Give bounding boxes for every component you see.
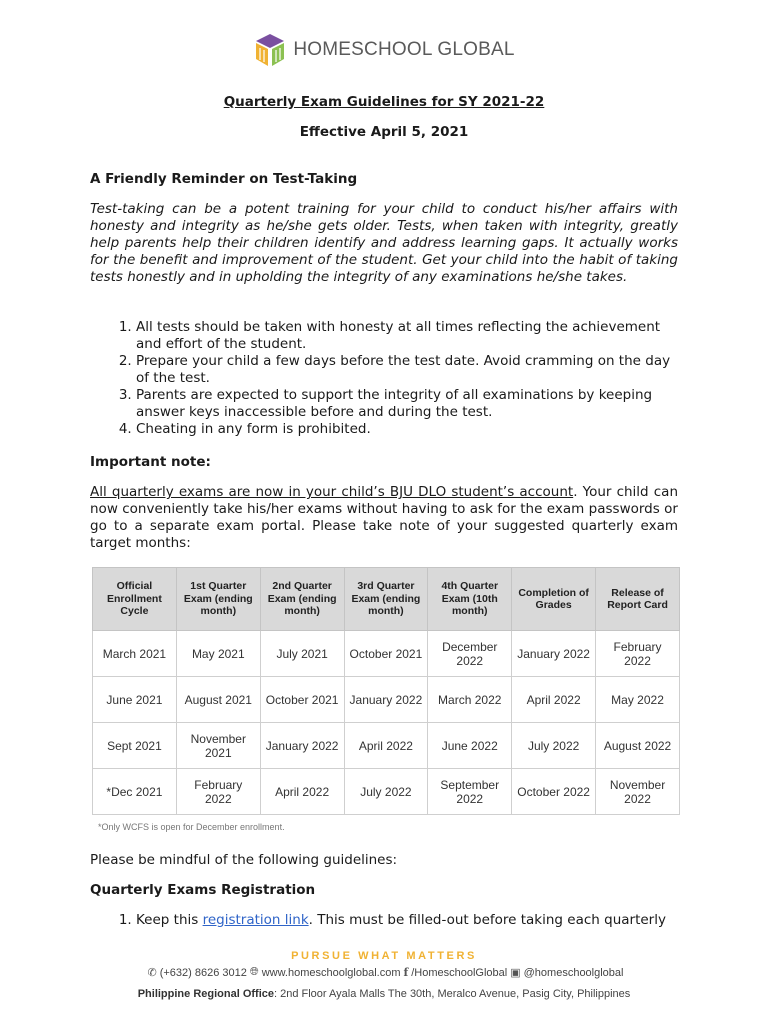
office-address: : 2nd Floor Ayala Malls The 30th, Meralco Avenue, Pasig City, Philippines (274, 988, 631, 1000)
table-cell: *Dec 2021 (93, 769, 177, 815)
footer-website[interactable]: www.homeschoolglobal.com (261, 966, 401, 979)
doc-effective-date: Effective April 5, 2021 (299, 124, 469, 140)
table-cell: September 2022 (428, 769, 512, 815)
table-cell: November 2022 (596, 769, 680, 815)
table-header: 1st Quarter Exam (ending month) (176, 568, 260, 631)
guidelines-intro: Please be mindful of the following guidelines: (90, 852, 398, 868)
table-cell: June 2021 (93, 677, 177, 723)
note-underlined: All quarterly exams are now in your child’s BJU DLO student’s account (90, 484, 574, 500)
table-cell: January 2022 (344, 677, 428, 723)
step-text: . This must be filled-out before taking each quarterly (308, 912, 666, 928)
table-cell: November 2021 (176, 723, 260, 769)
step-text: Keep this (136, 912, 203, 928)
footer-phone: (+632) 8626 3012 (159, 966, 247, 979)
table-row (93, 723, 680, 769)
footer-facebook[interactable]: /HomeschoolGlobal (411, 966, 508, 979)
table-cell: March 2022 (428, 677, 512, 723)
table-cell: July 2022 (344, 769, 428, 815)
table-cell: February 2022 (596, 631, 680, 677)
table-cell: April 2022 (344, 723, 428, 769)
table-cell: July 2021 (260, 631, 344, 677)
exam-schedule-table (92, 567, 680, 815)
table-cell: Sept 2021 (93, 723, 177, 769)
table-cell: October 2022 (512, 769, 596, 815)
table-row (93, 677, 680, 723)
table-header: Completion of Grades (512, 568, 596, 631)
footer-instagram[interactable]: @homeschoolglobal (523, 966, 624, 979)
table-cell: August 2022 (596, 723, 680, 769)
important-note (90, 484, 678, 552)
table-cell: April 2022 (512, 677, 596, 723)
important-heading: Important note: (90, 454, 211, 470)
table-cell: May 2021 (176, 631, 260, 677)
table-cell: August 2021 (176, 677, 260, 723)
brand-logo (0, 32, 768, 68)
table-footnote: *Only WCFS is open for December enrollment. (98, 822, 285, 832)
table-cell: October 2021 (260, 677, 344, 723)
table-cell: December 2022 (428, 631, 512, 677)
table-header: 4th Quarter Exam (10th month) (428, 568, 512, 631)
table-cell: May 2022 (596, 677, 680, 723)
rule-item: 3. Parents are expected to support the integrity of all examinations by keeping answer keys inaccessible before and during the test. (136, 387, 678, 421)
rules-list (90, 319, 678, 438)
rule-item: 4. Cheating in any form is prohibited. (136, 421, 678, 438)
footer-contacts (0, 966, 768, 979)
registration-step (136, 912, 678, 929)
table-cell: February 2022 (176, 769, 260, 815)
doc-title: Quarterly Exam Guidelines for SY 2021-22 (223, 94, 545, 110)
table-cell: April 2022 (260, 769, 344, 815)
table-header: Release of Report Card (596, 568, 680, 631)
table-cell: January 2022 (260, 723, 344, 769)
facebook-icon: f (403, 966, 409, 979)
table-cell: January 2022 (512, 631, 596, 677)
phone-icon: ✆ (147, 967, 157, 979)
registration-link[interactable]: registration link (202, 912, 309, 928)
table-row (93, 631, 680, 677)
table-cell: July 2022 (512, 723, 596, 769)
intro-paragraph: Test-taking can be a potent training for your child to conduct his/her affairs with honesty and integrity as he/she gets older. Tests, when taken with integrity, greatly help parents help their children identify and address learning gaps. It actually works for the benefit and improvement of the student. Get your child into the habit of taking tests honestly and in upholding the integrity of any examinations he/she takes. (90, 201, 678, 285)
registration-steps (90, 912, 678, 929)
table-row (93, 769, 680, 815)
footer-tagline: PURSUE WHAT MATTERS (291, 950, 477, 962)
reminder-heading: A Friendly Reminder on Test-Taking (90, 171, 358, 187)
office-label: Philippine Regional Office (137, 988, 274, 1000)
table-header: 3rd Quarter Exam (ending month) (344, 568, 428, 631)
homeschool-logo-icon (253, 32, 287, 68)
table-header: 2nd Quarter Exam (ending month) (260, 568, 344, 631)
logo-text: HOMESCHOOL GLOBAL (293, 39, 515, 60)
rule-item: 2. Prepare your child a few days before the test date. Avoid cramming on the day of the test. (136, 353, 678, 387)
rule-item: 1. All tests should be taken with honesty at all times reflecting the achievement and effort of the student. (136, 319, 678, 353)
globe-icon: 🌐︎ (249, 966, 259, 978)
instagram-icon: ▣ (510, 967, 521, 979)
footer-office (0, 988, 768, 1000)
table-cell: June 2022 (428, 723, 512, 769)
table-header-row (93, 568, 680, 631)
table-cell: October 2021 (344, 631, 428, 677)
registration-heading: Quarterly Exams Registration (90, 882, 316, 898)
table-header: Official Enrollment Cycle (93, 568, 177, 631)
note-rest: . Your child can now conveniently take his/her exams without having to ask for the exam passwords or go to a separate exam portal. Please take note of your suggested quarterly exam target months: (90, 484, 678, 551)
table-cell: March 2021 (93, 631, 177, 677)
